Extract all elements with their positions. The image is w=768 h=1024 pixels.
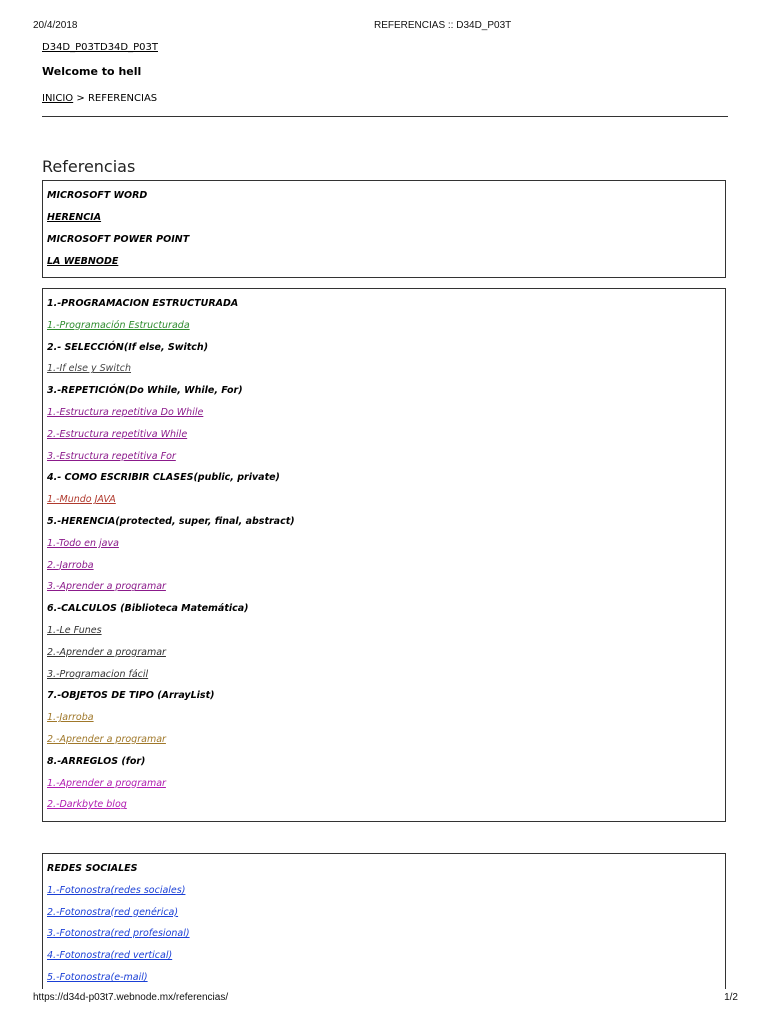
section-heading: MICROSOFT POWER POINT bbox=[47, 234, 190, 245]
reference-link[interactable]: 1.-Todo en java bbox=[47, 537, 119, 549]
reference-link[interactable]: 1.-Estructura repetitiva Do While bbox=[47, 406, 204, 418]
reference-link[interactable]: 2.-Aprender a programar bbox=[47, 646, 166, 658]
reference-link[interactable]: 3.-Programacion fácil bbox=[47, 668, 149, 680]
reference-link[interactable]: 1.-Programación Estructurada bbox=[47, 319, 190, 331]
reference-link[interactable]: 1.-Aprender a programar bbox=[47, 777, 166, 789]
reference-link[interactable]: 2.-Estructura repetitiva While bbox=[47, 428, 188, 440]
office-references-box bbox=[42, 180, 726, 278]
reference-link[interactable]: 3.-Aprender a programar bbox=[47, 581, 166, 593]
reference-link[interactable]: 2.-Aprender a programar bbox=[47, 733, 166, 745]
print-header bbox=[33, 20, 738, 34]
reference-link[interactable]: 1.-Le Funes bbox=[47, 624, 102, 636]
reference-link[interactable]: 1.-Jarroba bbox=[47, 712, 94, 724]
print-page-number: 1/2 bbox=[724, 992, 738, 1003]
heading-link[interactable]: HERENCIA bbox=[47, 212, 102, 223]
reference-link[interactable]: 5.-Fotonostra(e-mail) bbox=[47, 971, 148, 983]
page-title: Referencias bbox=[42, 156, 136, 176]
section-heading: 2.- SELECCIÓN(If else, Switch) bbox=[47, 341, 209, 353]
breadcrumb-home-link[interactable]: INICIO bbox=[42, 93, 74, 104]
print-url: https://d34d-p03t7.webnode.mx/referencias/ bbox=[33, 992, 229, 1003]
site-slogan: Welcome to hell bbox=[42, 65, 142, 78]
section-heading: 5.-HERENCIA(protected, super, final, abstract) bbox=[47, 515, 295, 527]
reference-link[interactable]: 2.-Jarroba bbox=[47, 559, 94, 571]
reference-link[interactable]: 3.-Estructura repetitiva For bbox=[47, 450, 176, 462]
programming-references-box bbox=[42, 288, 726, 822]
heading-link[interactable]: LA WEBNODE bbox=[47, 256, 119, 267]
breadcrumb-separator: > bbox=[73, 93, 88, 104]
site-name-link[interactable]: D34D_P03TD34D_P03T bbox=[42, 42, 158, 53]
reference-link[interactable]: 1.-Mundo JAVA bbox=[47, 494, 116, 506]
reference-link[interactable]: 4.-Fotonostra(red vertical) bbox=[47, 950, 173, 962]
section-heading: 3.-REPETICIÓN(Do While, While, For) bbox=[47, 385, 243, 397]
section-heading: 4.- COMO ESCRIBIR CLASES(public, private) bbox=[47, 472, 280, 484]
section-heading: 7.-OBJETOS DE TIPO (ArrayList) bbox=[47, 690, 215, 702]
print-title: REFERENCIAS :: D34D_P03T bbox=[374, 20, 512, 31]
reference-link[interactable]: 3.-Fotonostra(red profesional) bbox=[47, 928, 190, 940]
reference-link[interactable]: 2.-Fotonostra(red genérica) bbox=[47, 906, 179, 918]
print-footer bbox=[33, 992, 738, 1006]
breadcrumb bbox=[42, 93, 157, 104]
print-date: 20/4/2018 bbox=[33, 20, 78, 31]
reference-link[interactable]: 1.-Fotonostra(redes sociales) bbox=[47, 884, 186, 896]
reference-link[interactable]: 1.-If else y Switch bbox=[47, 363, 132, 375]
section-heading: REDES SOCIALES bbox=[47, 863, 138, 874]
header-divider bbox=[42, 116, 728, 117]
breadcrumb-current: REFERENCIAS bbox=[87, 93, 158, 104]
section-heading: 1.-PROGRAMACION ESTRUCTURADA bbox=[47, 298, 239, 309]
section-heading: 8.-ARREGLOS (for) bbox=[47, 755, 146, 767]
section-heading: 6.-CALCULOS (Biblioteca Matemática) bbox=[47, 603, 249, 615]
social-networks-box bbox=[42, 853, 726, 989]
section-heading: MICROSOFT WORD bbox=[47, 190, 148, 201]
reference-link[interactable]: 2.-Darkbyte blog bbox=[47, 799, 127, 811]
